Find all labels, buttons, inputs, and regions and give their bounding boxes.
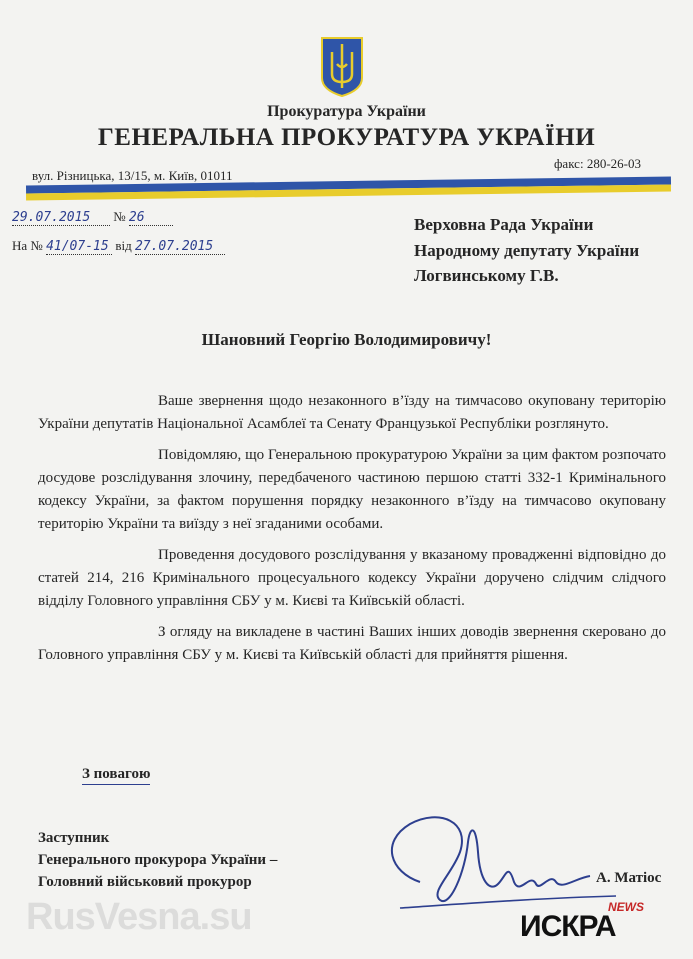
logo-news-text: NEWS [608,900,644,914]
org-name-small: Прокуратура України [267,103,426,120]
reference-registration [12,238,225,255]
watermark-rusvesna: RusVesna.su [26,896,252,938]
body-paragraph: Проведення досудового розслідування у вказаному провадженні відповідно до статей 214, 216 Кримінального процесуального кодексу України доручено слідчим слідчого відділу Головного управління СБУ у м. Києві та Київській області. [38,547,666,609]
recipient-line-3: Логвинському Г.В. [414,266,559,285]
body-paragraph: З огляду на викладене в частині Ваших інших доводів звернення скеровано до Головного управління СБУ у м. Києві та Київській області для прийняття рішення. [38,624,666,663]
trident-emblem-icon [318,34,366,98]
outgoing-registration [12,209,173,226]
recipient-line-2: Народному депутату України [414,241,640,260]
body-paragraph: Ваше звернення щодо незаконного в’їзду на тимчасово окуповану територію України депутатів Національної Асамблеї та Сенату Французької Республіки розглянуто. [38,393,666,432]
ref-date-label: від [115,238,132,253]
org-address: вул. Різницька, 13/15, м. Київ, 01011 [32,168,233,183]
org-fax: факс: 280-26-03 [554,156,641,171]
letter-body [38,390,666,675]
logo-main-text: ИСКРА [520,910,616,943]
closing-regards: З повагою [82,766,150,785]
outgoing-number: 26 [129,210,173,226]
signer-position-2: Генерального прокурора України – [38,852,278,868]
ref-date: 27.07.2015 [135,239,225,255]
signer-position-3: Головний військовий прокурор [38,874,252,890]
number-label: № [113,209,126,224]
body-paragraph: Повідомляю, що Генеральною прокуратурою України за цим фактом розпочато досудове розслідування злочину, передбаченого частиною першою статті 332-1 Кримінального кодексу України, за фактом порушення порядку незаконного в’їзду на тимчасово окуповану територію України та виїзду з неї згаданими особами. [38,447,666,532]
iskra-news-logo [520,898,680,948]
ref-label: На № [12,238,43,253]
org-name-title: ГЕНЕРАЛЬНА ПРОКУРАТУРА УКРАЇНИ [97,124,596,151]
recipient-line-1: Верховна Рада України [414,215,594,234]
salutation: Шановний Георгію Володимировичу! [201,330,492,349]
outgoing-date: 29.07.2015 [12,210,110,226]
ref-number: 41/07-15 [46,239,112,255]
signer-position-1: Заступник [38,830,110,846]
signer-name: А. Матіос [596,870,662,886]
